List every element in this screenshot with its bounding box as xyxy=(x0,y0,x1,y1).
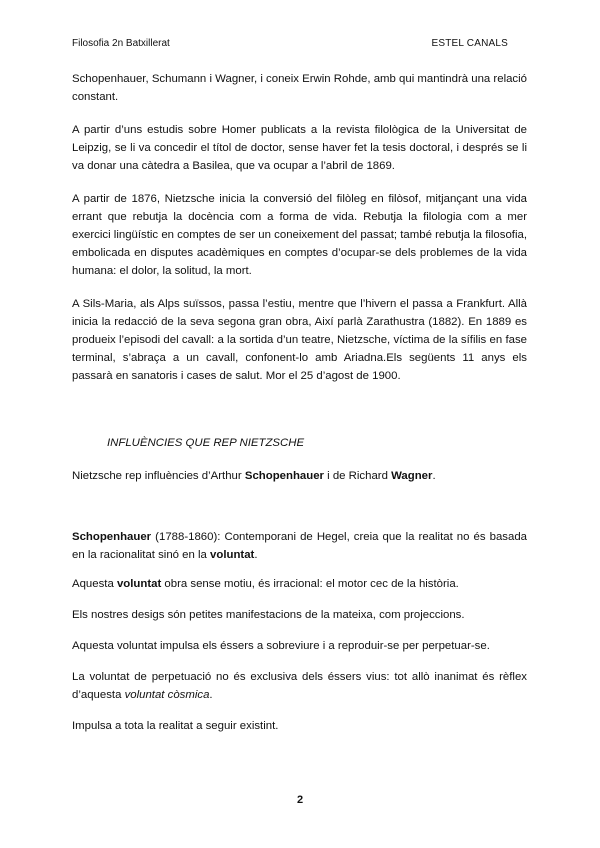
header-author-name: ESTEL CANALS xyxy=(431,38,508,49)
name-wagner: Wagner xyxy=(391,470,433,482)
term-voluntat-cosmica: voluntat còsmica xyxy=(124,689,210,701)
paragraph-impulsa-sobreviure: Aquesta voluntat impulsa els éssers a sobreviure i a reproduir-se per perpetuar-se. xyxy=(72,640,490,652)
term-voluntat: voluntat xyxy=(116,578,162,590)
term-voluntat: voluntat xyxy=(210,549,255,561)
name-schopenhauer: Schopenhauer xyxy=(244,470,324,482)
paragraph-sils-maria: A Sils-Maria, als Alps suïssos, passa l’estiu, mentre que l’hivern el passa a Frankfurt. Allà inicia la redacció de la seva segona gran obra, Així parlà Zarathustra (1882). En 1889 es produeix l’episodi del cavall: a la sortida d’un teatre, Nietzsche, víctima de la sífilis en fase terminal, s’abraça a un cavall, confonent-lo amb Ariadna.Els següents 11 anys els passarà en sanatoris i cases de salut. Mor el 25 d’agost de 1900. xyxy=(72,298,527,382)
page-number: 2 xyxy=(296,794,304,806)
paragraph-doctorate: A partir d’uns estudis sobre Homer publicats a la revista filològica de la Universitat de Leipzig, se li va concedir el títol de doctor, sense haver fet la tesis doctoral, i després se li va donar una càtedra a Basilea, que va ocupar a l’abril de 1869. xyxy=(72,124,527,172)
paragraph-philosopher-conversion: A partir de 1876, Nietzsche inicia la conversió del filòleg en filòsof, mitjançant una vida errant que rebutja la docència com a forma de vida. Rebutja la filologia com a mer exercici lingüístic en comptes de ser un coneixement del passat; també rebutja la filosofia, embolicada en disputes acadèmiques en comptes d’ocupar-se dels problemes de la vida humana: el dolor, la solitud, la mort. xyxy=(72,193,527,277)
header-course-title: Filosofia 2n Batxillerat xyxy=(72,38,170,49)
paragraph-intro-continuation: Schopenhauer, Schumann i Wagner, i coneix Erwin Rohde, amb qui mantindrà una relació constant. xyxy=(72,73,527,103)
paragraph-perpetuacio: La voluntat de perpetuació no és exclusiva dels éssers vius: tot allò inanimat és rèflex d’aquesta voluntat còsmica. xyxy=(72,671,527,701)
paragraph-seguir-existint: Impulsa a tota la realitat a seguir existint. xyxy=(72,720,279,732)
paragraph-schopenhauer: Schopenhauer (1788-1860): Contemporani de Hegel, creia que la realitat no és basada en la racionalitat sinó en la voluntat. xyxy=(72,531,527,561)
section-heading: INFLUÈNCIES QUE REP NIETZSCHE xyxy=(107,437,305,449)
term-schopenhauer: Schopenhauer xyxy=(72,531,152,543)
paragraph-influences: Nietzsche rep influències d’Arthur Schopenhauer i de Richard Wagner. xyxy=(72,470,436,482)
paragraph-voluntat-irrational: Aquesta voluntat obra sense motiu, és irracional: el motor cec de la història. xyxy=(72,578,459,590)
paragraph-desigs: Els nostres desigs són petites manifestacions de la mateixa, com projeccions. xyxy=(72,609,465,621)
